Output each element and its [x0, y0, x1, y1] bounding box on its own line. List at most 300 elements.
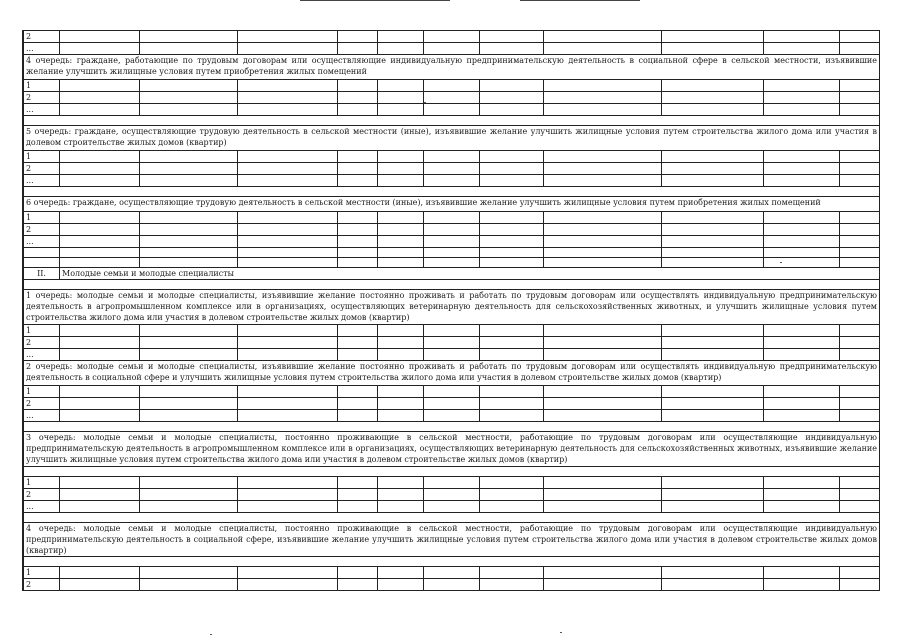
row-number: 2	[24, 489, 60, 501]
table-cell	[378, 92, 424, 104]
table-cell	[840, 92, 880, 104]
table-cell	[60, 386, 140, 398]
table-cell	[338, 151, 378, 163]
table-cell	[60, 224, 140, 236]
table-cell	[60, 477, 140, 489]
table-cell	[840, 337, 880, 349]
table-cell	[544, 579, 662, 591]
table-cell	[238, 386, 338, 398]
table-row	[24, 477, 880, 489]
table-cell	[424, 501, 480, 513]
table-cell	[238, 43, 338, 55]
table-cell	[480, 151, 544, 163]
spacer-row	[24, 187, 880, 197]
row-number: 1	[24, 212, 60, 224]
queue-header-row	[24, 432, 880, 467]
table-cell	[238, 163, 338, 175]
table-cell	[60, 31, 140, 43]
spacer-row	[24, 422, 880, 432]
table-cell	[544, 163, 662, 175]
table-cell	[238, 337, 338, 349]
row-number: ...	[24, 236, 60, 248]
table-cell	[424, 489, 480, 501]
table-cell	[840, 31, 880, 43]
queue-5-heading: 5 очередь: граждане, осуществляющие трудовую деятельность в сельской местности (иные), изъявившие желание улучшить жилищные условия путем строительства жилого дома или участия в долевом строительстве жилых домов (квартир)	[24, 126, 880, 151]
table-cell	[424, 258, 480, 268]
housing-queue-table	[23, 30, 880, 591]
row-number: 2	[24, 31, 60, 43]
table-cell	[60, 325, 140, 337]
table-cell	[480, 258, 544, 268]
table-cell	[338, 258, 378, 268]
table-cell	[544, 80, 662, 92]
row-number: 1	[24, 477, 60, 489]
table-cell	[662, 248, 764, 258]
table-cell	[544, 337, 662, 349]
table-cell	[424, 212, 480, 224]
table-cell	[480, 337, 544, 349]
row-number: ...	[24, 349, 60, 361]
table-cell	[544, 489, 662, 501]
table-cell	[662, 212, 764, 224]
table-cell	[378, 80, 424, 92]
table-row	[24, 248, 880, 258]
table-cell	[60, 489, 140, 501]
table-cell	[480, 489, 544, 501]
row-number: 2	[24, 579, 60, 591]
table-cell	[60, 175, 140, 187]
table-cell	[238, 258, 338, 268]
table-row	[24, 92, 880, 104]
table-cell	[544, 104, 662, 116]
table-cell	[338, 349, 378, 361]
table-row	[24, 579, 880, 591]
table-row	[24, 386, 880, 398]
table-cell	[480, 175, 544, 187]
table-cell	[480, 104, 544, 116]
table-cell	[238, 325, 338, 337]
table-row	[24, 337, 880, 349]
young-families-queue-4-heading: 4 очередь: молодые семьи и молодые специалисты, постоянно проживающие в сельской местности, работающие по трудовым договорам или осуществляющие индивидуальную предпринимательскую деятельность в социальной сфере, изъявившие желание улучшить жилищные условия путем строительства жилого дома или участия в долевом строительстве жилых домов (квартир)	[24, 523, 880, 557]
table-cell	[480, 477, 544, 489]
table-cell	[764, 43, 840, 55]
table-cell	[424, 236, 480, 248]
table-cell	[764, 325, 840, 337]
table-cell	[140, 31, 238, 43]
table-cell	[662, 163, 764, 175]
table-cell	[840, 410, 880, 422]
table-cell	[140, 212, 238, 224]
row-number: ...	[24, 104, 60, 116]
row-number: 2	[24, 163, 60, 175]
row-number: 1	[24, 567, 60, 579]
table-cell	[24, 258, 60, 268]
table-cell	[60, 337, 140, 349]
table-cell	[424, 410, 480, 422]
table-row	[24, 567, 880, 579]
table-cell	[662, 258, 764, 268]
table-cell	[338, 386, 378, 398]
table-cell	[140, 151, 238, 163]
young-families-queue-1-heading: 1 очередь: молодые семьи и молодые специалисты, изъявившие желание постоянно проживать и работать по трудовым договорам или осуществлять индивидуальную предпринимательскую деятельность в агропромышленном комплексе или в организациях, осуществляющих ветеринарную деятельность для сельскохозяйственных животных, и улучшить жилищные условия путем строительства жилого дома или участия в долевом строительстве жилых домов (квартир)	[24, 290, 880, 325]
table-row	[24, 398, 880, 410]
table-cell	[140, 501, 238, 513]
table-row	[24, 489, 880, 501]
table-cell	[544, 567, 662, 579]
table-cell	[544, 501, 662, 513]
table-cell	[480, 224, 544, 236]
table-cell	[338, 248, 378, 258]
table-cell	[338, 236, 378, 248]
table-cell	[764, 477, 840, 489]
table-row	[24, 258, 880, 268]
row-number: ...	[24, 43, 60, 55]
queue-header-row	[24, 523, 880, 557]
row-number: 2	[24, 224, 60, 236]
table-cell	[24, 467, 880, 477]
table-cell	[24, 513, 880, 523]
table-cell	[480, 579, 544, 591]
table-row	[24, 349, 880, 361]
table-row	[24, 410, 880, 422]
table-cell	[378, 258, 424, 268]
table-cell	[378, 224, 424, 236]
table-cell	[662, 501, 764, 513]
table-cell	[378, 489, 424, 501]
table-cell	[662, 104, 764, 116]
table-cell	[544, 175, 662, 187]
table-cell	[662, 31, 764, 43]
table-cell	[140, 398, 238, 410]
table-cell	[378, 579, 424, 591]
table-cell	[662, 224, 764, 236]
queue-header-row	[24, 290, 880, 325]
section-row	[24, 268, 880, 280]
table-cell	[24, 248, 60, 258]
table-cell	[24, 422, 880, 432]
table-cell	[840, 579, 880, 591]
queue-4-heading: 4 очередь: граждане, работающие по трудовым договорам или осуществляющие индивидуальную предпринимательскую деятельность в социальной сфере в сельской местности, изъявившие желание улучшить жилищные условия путем приобретения жилых помещений	[24, 55, 880, 80]
table-row	[24, 325, 880, 337]
table-cell	[424, 43, 480, 55]
table-cell	[424, 386, 480, 398]
table-cell	[378, 212, 424, 224]
table-cell	[662, 410, 764, 422]
table-cell	[480, 236, 544, 248]
table-cell	[140, 337, 238, 349]
table-cell	[338, 43, 378, 55]
table-cell	[338, 477, 378, 489]
table-cell	[840, 386, 880, 398]
queue-6-heading: 6 очередь: граждане, осуществляющие трудовую деятельность в сельской местности (иные), изъявившие желание улучшить жилищные условия путем приобретения жилых помещений	[24, 197, 880, 212]
table-cell	[764, 212, 840, 224]
table-cell	[424, 349, 480, 361]
table-cell	[424, 579, 480, 591]
table-cell	[238, 489, 338, 501]
table-cell	[24, 116, 880, 126]
table-cell	[480, 386, 544, 398]
table-cell	[238, 248, 338, 258]
table-cell	[764, 104, 840, 116]
table-cell	[378, 337, 424, 349]
table-cell	[840, 104, 880, 116]
table-cell	[378, 236, 424, 248]
table-cell	[378, 104, 424, 116]
table-cell	[60, 579, 140, 591]
section-title: Молодые семьи и молодые специалисты	[60, 268, 880, 280]
table-cell	[662, 325, 764, 337]
table-cell	[338, 579, 378, 591]
table-cell	[764, 258, 840, 268]
table-cell	[140, 248, 238, 258]
table-cell	[238, 501, 338, 513]
table-cell	[424, 325, 480, 337]
table-cell	[764, 398, 840, 410]
queue-header-row	[24, 126, 880, 151]
table-cell	[378, 248, 424, 258]
table-cell	[764, 175, 840, 187]
table-cell	[480, 349, 544, 361]
scan-speck	[560, 632, 562, 633]
table-cell	[662, 489, 764, 501]
table-cell	[60, 151, 140, 163]
row-number: 1	[24, 325, 60, 337]
table-cell	[662, 567, 764, 579]
table-cell	[338, 80, 378, 92]
scan-speck	[780, 262, 782, 263]
table-cell	[238, 398, 338, 410]
table-cell	[378, 325, 424, 337]
table-cell	[140, 80, 238, 92]
table-cell	[840, 43, 880, 55]
table-cell	[60, 80, 140, 92]
table-cell	[480, 567, 544, 579]
table-row	[24, 501, 880, 513]
table-cell	[544, 410, 662, 422]
table-cell	[424, 337, 480, 349]
table-cell	[424, 104, 480, 116]
table-cell	[662, 151, 764, 163]
table-row	[24, 175, 880, 187]
table-cell	[238, 212, 338, 224]
table-cell	[840, 489, 880, 501]
table-cell	[840, 501, 880, 513]
spacer-row	[24, 513, 880, 523]
table-cell	[544, 258, 662, 268]
table-cell	[60, 258, 140, 268]
table-cell	[424, 398, 480, 410]
table-cell	[378, 501, 424, 513]
table-cell	[338, 567, 378, 579]
row-number: 2	[24, 337, 60, 349]
scan-speck	[424, 102, 426, 103]
table-cell	[840, 212, 880, 224]
table-cell	[544, 212, 662, 224]
queue-header-row	[24, 197, 880, 212]
table-cell	[378, 151, 424, 163]
table-cell	[238, 31, 338, 43]
table-cell	[544, 386, 662, 398]
table-cell	[60, 43, 140, 55]
row-number: 2	[24, 92, 60, 104]
table-cell	[238, 236, 338, 248]
row-number: 1	[24, 386, 60, 398]
table-cell	[764, 410, 840, 422]
table-cell	[140, 349, 238, 361]
table-cell	[764, 80, 840, 92]
table-cell	[60, 163, 140, 175]
row-number: 2	[24, 398, 60, 410]
table-cell	[662, 43, 764, 55]
table-cell	[378, 31, 424, 43]
top-edge-mark	[300, 0, 450, 1]
table-cell	[238, 224, 338, 236]
table-cell	[238, 410, 338, 422]
table-cell	[544, 151, 662, 163]
table-cell	[764, 151, 840, 163]
table-cell	[840, 567, 880, 579]
table-cell	[140, 43, 238, 55]
table-cell	[338, 212, 378, 224]
table-cell	[238, 579, 338, 591]
spacer-row	[24, 467, 880, 477]
table-cell	[424, 80, 480, 92]
table-cell	[840, 163, 880, 175]
top-edge-mark	[520, 0, 640, 1]
row-number: ...	[24, 410, 60, 422]
table-cell	[60, 104, 140, 116]
table-cell	[338, 501, 378, 513]
table-cell	[424, 567, 480, 579]
table-cell	[662, 337, 764, 349]
table-row	[24, 212, 880, 224]
table-cell	[24, 187, 880, 197]
table-cell	[424, 92, 480, 104]
table-cell	[60, 248, 140, 258]
table-cell	[424, 175, 480, 187]
table-cell	[480, 501, 544, 513]
table-cell	[544, 477, 662, 489]
table-cell	[480, 163, 544, 175]
table-cell	[544, 236, 662, 248]
table-cell	[238, 104, 338, 116]
table-cell	[238, 349, 338, 361]
table-cell	[764, 236, 840, 248]
table-cell	[764, 337, 840, 349]
table-cell	[480, 43, 544, 55]
table-cell	[338, 398, 378, 410]
table-cell	[140, 325, 238, 337]
table-cell	[140, 163, 238, 175]
table-cell	[238, 151, 338, 163]
table-cell	[378, 477, 424, 489]
table-cell	[338, 489, 378, 501]
table-cell	[764, 349, 840, 361]
table-cell	[338, 337, 378, 349]
table-cell	[764, 579, 840, 591]
table-cell	[378, 410, 424, 422]
table-cell	[24, 280, 880, 290]
table-cell	[24, 557, 880, 567]
table-cell	[544, 224, 662, 236]
table-cell	[840, 175, 880, 187]
table-cell	[424, 224, 480, 236]
table-cell	[544, 43, 662, 55]
table-cell	[480, 325, 544, 337]
table-cell	[764, 489, 840, 501]
table-cell	[60, 501, 140, 513]
table-cell	[662, 349, 764, 361]
table-cell	[764, 31, 840, 43]
table-cell	[378, 386, 424, 398]
table-cell	[140, 175, 238, 187]
table-cell	[764, 248, 840, 258]
table-cell	[378, 43, 424, 55]
table-cell	[840, 248, 880, 258]
table-cell	[840, 349, 880, 361]
table-cell	[338, 163, 378, 175]
table-cell	[662, 579, 764, 591]
table-row	[24, 151, 880, 163]
table-cell	[140, 579, 238, 591]
table-cell	[378, 567, 424, 579]
table-cell	[60, 410, 140, 422]
table-cell	[424, 151, 480, 163]
table-cell	[662, 386, 764, 398]
queue-header-row	[24, 55, 880, 80]
table-cell	[544, 349, 662, 361]
table-cell	[480, 212, 544, 224]
table-cell	[378, 398, 424, 410]
table-cell	[480, 31, 544, 43]
young-families-queue-2-heading: 2 очередь: молодые семьи и молодые специалисты, изъявившие желание постоянно проживать и работать по трудовым договорам или осуществлять индивидуальную предпринимательскую деятельность в социальной сфере и улучшить жилищные условия путем строительства жилого дома или участия в долевом строительстве жилых домов (квартир)	[24, 361, 880, 386]
row-number: ...	[24, 175, 60, 187]
scan-speck	[210, 634, 212, 635]
table-cell	[338, 31, 378, 43]
table-cell	[424, 31, 480, 43]
table-row	[24, 31, 880, 43]
table-cell	[238, 80, 338, 92]
young-families-queue-3-heading: 3 очередь: молодые семьи и молодые специалисты, постоянно проживающие в сельской местности, работающие по трудовым договорам или осуществляющие индивидуальную предпринимательскую деятельность в агропромышленном комплексе или в организациях, осуществляющих ветеринарную деятельность для сельскохозяйственных животных, изъявившие желание улучшить жилищные условия путем строительства жилого дома или участия в долевом строительстве жилых домов (квартир)	[24, 432, 880, 467]
table-cell	[544, 248, 662, 258]
table-row	[24, 224, 880, 236]
table-cell	[840, 258, 880, 268]
table-cell	[378, 163, 424, 175]
table-cell	[662, 477, 764, 489]
table-cell	[544, 31, 662, 43]
table-cell	[338, 104, 378, 116]
table-cell	[662, 80, 764, 92]
table-cell	[140, 489, 238, 501]
queue-header-row	[24, 361, 880, 386]
table-cell	[840, 224, 880, 236]
table-cell	[480, 398, 544, 410]
table-cell	[424, 163, 480, 175]
table-cell	[840, 398, 880, 410]
table-cell	[140, 236, 238, 248]
row-number: 1	[24, 80, 60, 92]
table-cell	[238, 477, 338, 489]
table-row	[24, 236, 880, 248]
table-cell	[544, 398, 662, 410]
table-cell	[60, 398, 140, 410]
table-cell	[764, 567, 840, 579]
table-row	[24, 43, 880, 55]
table-cell	[238, 92, 338, 104]
row-number: 1	[24, 151, 60, 163]
register-sheet	[22, 30, 880, 591]
table-cell	[764, 163, 840, 175]
